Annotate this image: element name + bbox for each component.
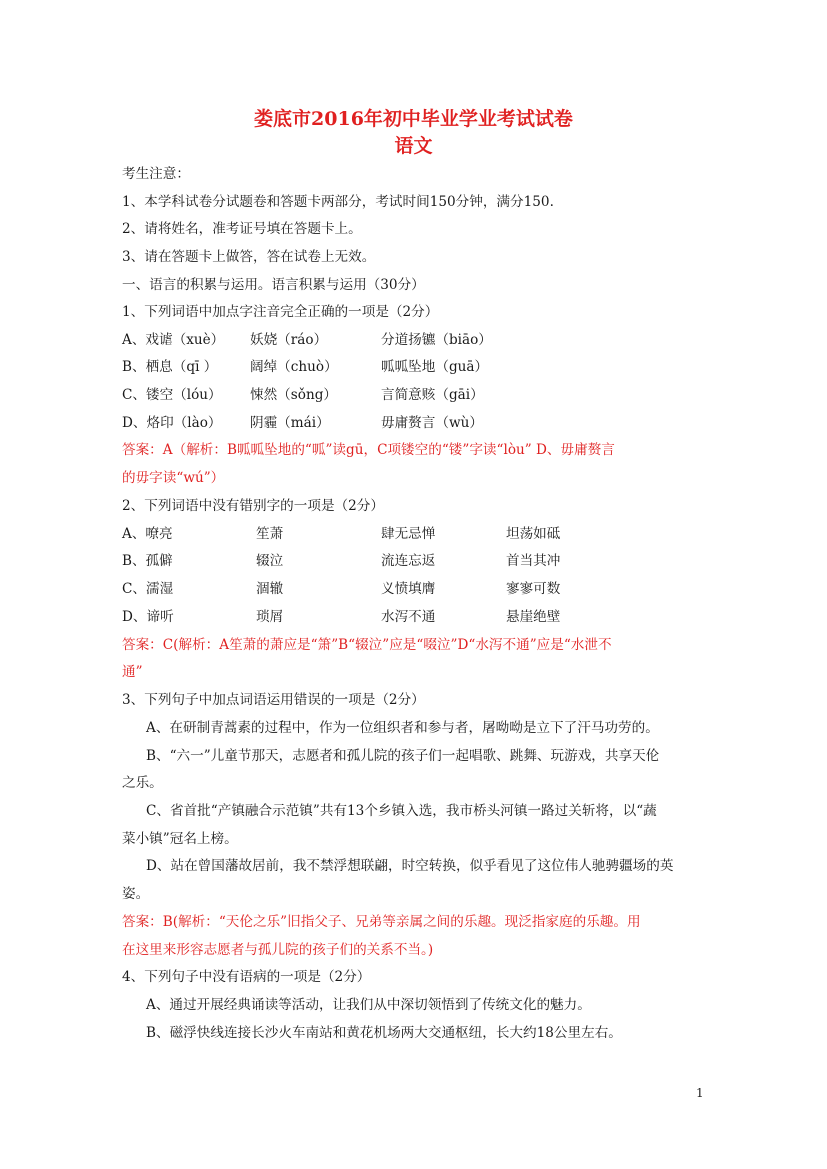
q1-option-c-word1: C、镂空（lóu） [122,387,222,403]
notice-item: 3、请在答题卡上做答，答在试卷上无效。 [122,249,376,265]
q2-option-b-word3: 流连忘返 [381,553,436,569]
q2-option-d-word1: D、谛听 [122,609,174,625]
page-number: 1 [696,1086,704,1100]
question-stem: 1、下列词语中加点字注音完全正确的一项是（2分） [122,304,439,320]
q3-option-b-cont: 之乐。 [122,775,163,791]
question-stem: 3、下列句子中加点词语运用错误的一项是（2分） [122,692,425,708]
answer-text: 通” [122,664,143,680]
q1-option-a-word2: 妖娆（ráo） [250,332,328,348]
answer-text: 答案：B(解析：“天伦之乐”旧指父子、兄弟等亲属之间的乐趣。现泛指家庭的乐趣。用 [122,914,641,930]
q2-option-a-word1: A、嘹亮 [122,526,173,542]
question-stem: 2、下列词语中没有错别字的一项是（2分） [122,498,384,514]
q3-option-b: B、“六一”儿童节那天，志愿者和孤儿院的孩子们一起唱歌、跳舞、玩游戏，共享天伦 [146,748,660,764]
section-heading: 一、语言的积累与运用。语言积累与运用（30分） [122,277,425,293]
answer-text: 答案：C(解析：A笙萧的萧应是“箫”B“辍泣”应是“啜泣”D“水泻不通”应是“水泄不 [122,637,612,653]
q2-option-c-word4: 寥寥可数 [506,581,561,597]
answer-text: 答案：A（解析：B呱呱坠地的“呱”读gū，C项镂空的“镂”字读“lòu” D、毋庸赘言 [122,442,615,458]
notice-item: 2、请将姓名，准考证号填在答题卡上。 [122,221,362,237]
q2-option-b-word1: B、孤僻 [122,553,173,569]
q3-option-c-cont: 菜小镇”冠名上榜。 [122,831,238,847]
q4-option-a: A、通过开展经典诵读等活动，让我们从中深切领悟到了传统文化的魅力。 [146,997,591,1013]
q3-option-d-cont: 姿。 [122,886,150,902]
q3-option-a: A、在研制青蒿素的过程中，作为一位组织者和参与者，屠呦呦是立下了汗马功劳的。 [146,720,659,736]
q2-option-d-word3: 水泻不通 [381,609,436,625]
q1-option-b-word3: 呱呱坠地（guā） [381,359,489,375]
q1-option-a-word3: 分道扬镳（biāo） [381,332,492,348]
q2-option-a-word4: 坦荡如砥 [506,526,561,542]
q1-option-d-word2: 阴霾（mái） [250,415,330,431]
q1-option-a-word1: A、戏谑（xuè） [122,332,225,348]
exam-subject: 语文 [394,135,433,157]
notice-item: 1、本学科试卷分试题卷和答题卡两部分，考试时间150分钟，满分150. [122,194,554,210]
q2-option-c-word2: 涸辙 [256,581,284,597]
answer-text: 在这里来形容志愿者与孤儿院的孩子们的关系不当。) [122,942,434,958]
q3-option-c: C、省首批“产镇融合示范镇”共有13个乡镇入选，我市桥头河镇一路过关斩将，以“蔬 [146,803,657,819]
exam-title: 娄底市2016年初中毕业学业考试试卷 [254,108,573,130]
answer-text: 的毋字读“wú”） [122,470,225,486]
q2-option-d-word4: 悬崖绝壁 [506,609,561,625]
question-stem: 4、下列句子中没有语病的一项是（2分） [122,969,371,985]
q2-option-d-word2: 琐屑 [256,609,284,625]
q1-option-c-word2: 悚然（sǒng） [250,387,337,403]
q1-option-d-word1: D、烙印（lào） [122,415,222,431]
q4-option-b: B、磁浮快线连接长沙火车南站和黄花机场两大交通枢纽，长大约18公里左右。 [146,1025,622,1041]
q1-option-c-word3: 言简意赅（gāi） [381,387,484,403]
q2-option-b-word4: 首当其冲 [506,553,561,569]
q2-option-c-word1: C、濡湿 [122,581,174,597]
q2-option-a-word2: 笙萧 [256,526,284,542]
q2-option-b-word2: 辍泣 [256,553,284,569]
q1-option-b-word1: B、栖息（qī ） [122,359,218,375]
q3-option-d: D、站在曾国藩故居前，我不禁浮想联翩，时空转换，似乎看见了这位伟人驰骋疆场的英 [146,858,674,874]
notice-heading: 考生注意： [122,166,190,182]
q2-option-a-word3: 肆无忌惮 [381,526,436,542]
q1-option-b-word2: 阔绰（chuò） [250,359,338,375]
q1-option-d-word3: 毋庸赘言（wù） [381,415,483,431]
q2-option-c-word3: 义愤填膺 [381,581,436,597]
